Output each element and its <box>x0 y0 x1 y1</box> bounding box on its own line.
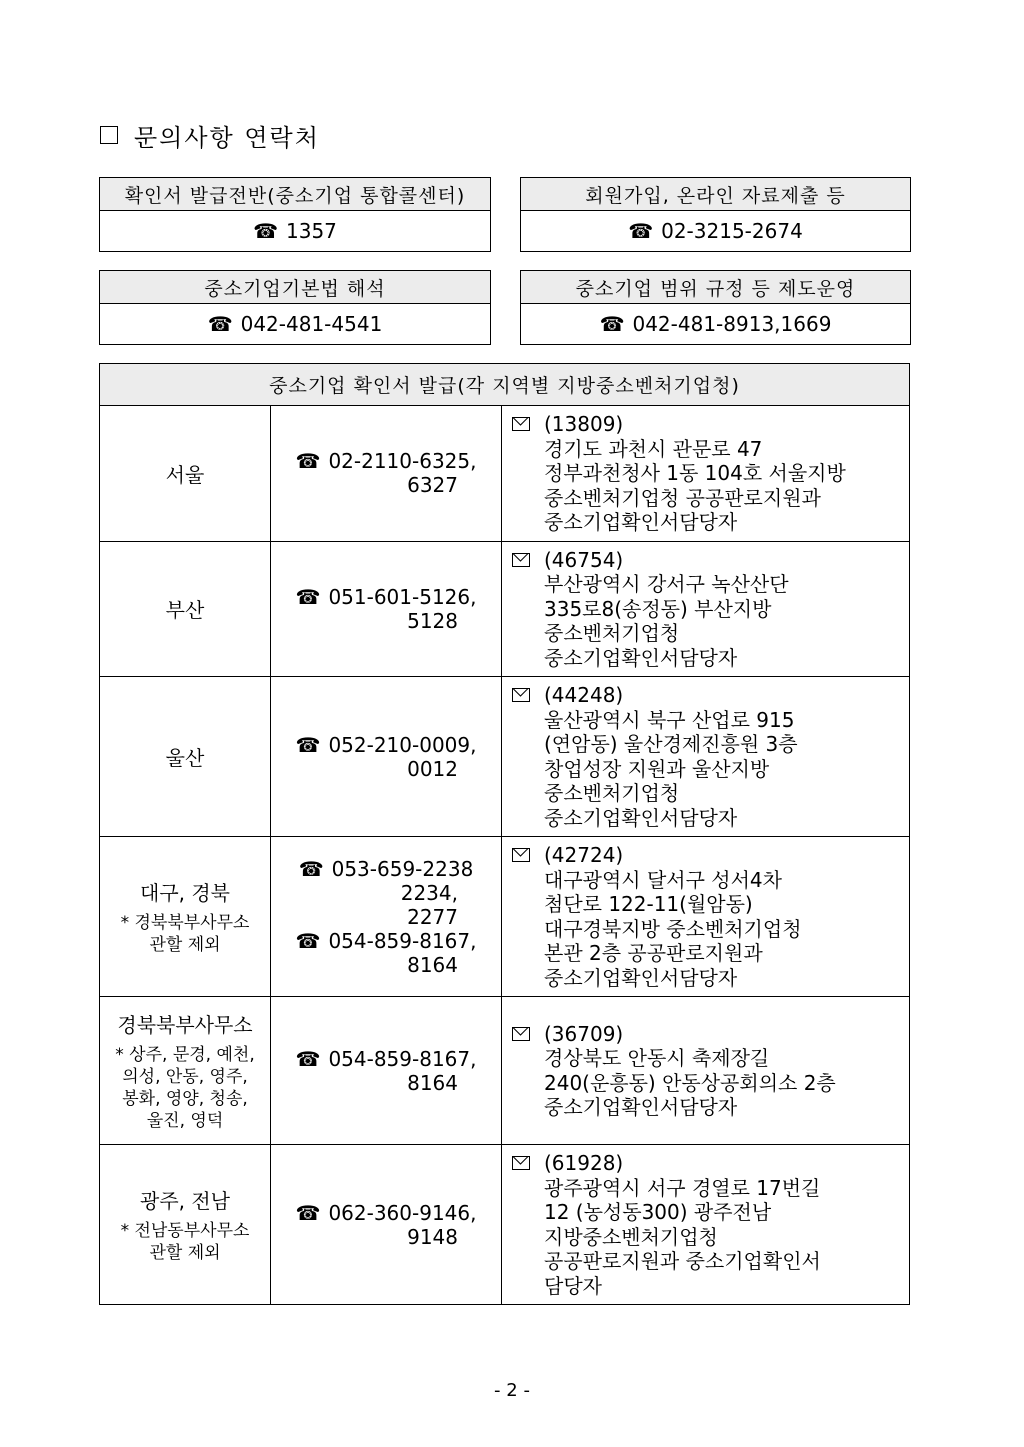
mail-icon <box>512 553 530 567</box>
phone-number: 02-3215-2674 <box>661 219 803 243</box>
address-cell <box>502 1145 910 1305</box>
address-line: 12 (농성동300) 광주전남 <box>544 1200 772 1224</box>
regional-office-table <box>99 363 910 1305</box>
phone-number: 6327 <box>407 473 458 498</box>
region-name: 서울 <box>165 462 205 487</box>
address-cell <box>502 997 910 1145</box>
phone-number: 02-2110-6325, <box>328 449 477 474</box>
address-line: 경상북도 안동시 축제장길 <box>544 1046 770 1070</box>
phone-number: 054-859-8167, <box>328 928 477 953</box>
address-line: 중소기업확인서담당자 <box>544 645 738 670</box>
region-name: 광주, 전남 <box>140 1189 230 1213</box>
address-line: 중소벤처기업청 <box>544 621 680 645</box>
address-line: 중소기업확인서담당자 <box>544 805 738 830</box>
region-cell <box>100 837 271 997</box>
postal-code: (42724) <box>544 843 624 867</box>
phone-number: 054-859-8167, <box>328 1046 477 1071</box>
mail-icon <box>512 417 530 431</box>
address-line: 광주광역시 서구 경열로 17번길 <box>544 1175 821 1200</box>
note-line: * 상주, 문경, 예천, <box>115 1045 255 1065</box>
phone-number: 042-481-8913,1669 <box>632 312 832 336</box>
phone-number: 062-360-9146, <box>328 1200 477 1225</box>
address-line: 중소벤처기업청 <box>544 781 680 805</box>
address-cell <box>502 837 910 997</box>
postal-code: (36709) <box>544 1021 624 1046</box>
region-cell <box>100 1145 271 1305</box>
note-line: 울진, 영덕 <box>146 1111 224 1131</box>
mail-icon <box>512 1027 530 1041</box>
phone-number: 8164 <box>407 1070 458 1095</box>
note-line: * 경북북부사무소 <box>120 913 250 933</box>
region-name: 대구, 경북 <box>140 881 230 905</box>
checkbox-icon <box>100 126 118 144</box>
postal-code: (13809) <box>544 412 624 436</box>
phone-icon: ☎ <box>295 584 321 609</box>
region-cell <box>100 541 271 677</box>
phone-number: 051-601-5126, <box>328 584 477 609</box>
contact-box-title: 확인서 발급전반(중소기업 통합콜센터) <box>100 178 490 211</box>
address-line: 공공판로지원과 중소기업확인서 <box>544 1249 821 1273</box>
address-line: (연암동) 울산경제진흥원 3층 <box>544 732 798 756</box>
note-line: 의성, 안동, 영주, <box>122 1067 248 1087</box>
contact-box-phone <box>100 211 490 251</box>
address-line: 240(운흥동) 안동상공회의소 2층 <box>544 1070 836 1095</box>
contact-box-title: 회원가입, 온라인 자료제출 등 <box>521 178 910 211</box>
phone-icon: ☎ <box>298 856 324 881</box>
phone-cell <box>271 541 502 677</box>
address-line: 대구경북지방 중소벤처기업청 <box>544 916 802 941</box>
region-note <box>100 1220 270 1264</box>
address-cell <box>502 677 910 837</box>
phone-icon: ☎ <box>295 449 321 474</box>
contact-box-title: 중소기업 범위 규정 등 제도운영 <box>521 271 910 304</box>
address-line: 첨단로 122-11(월암동) <box>544 892 753 916</box>
address-line: 중소기업확인서담당자 <box>544 1095 738 1119</box>
region-name: 부산 <box>165 598 205 623</box>
postal-code: (61928) <box>544 1151 624 1175</box>
phone-icon: ☎ <box>295 928 321 953</box>
mail-icon <box>512 1156 530 1170</box>
phone-icon: ☎ <box>207 312 233 336</box>
region-cell <box>100 677 271 837</box>
contact-box-phone <box>100 304 490 344</box>
note-line: 봉화, 영양, 청송, <box>122 1089 248 1109</box>
phone-number: 0012 <box>407 756 458 781</box>
contact-box-law <box>99 270 491 345</box>
note-line: 관할 제외 <box>149 1243 221 1263</box>
address-line: 중소기업확인서담당자 <box>544 965 738 990</box>
contact-box-policy <box>520 270 911 345</box>
mail-icon <box>512 688 530 702</box>
region-note <box>100 1044 270 1132</box>
phone-number: 1357 <box>286 219 337 243</box>
phone-cell <box>271 997 502 1145</box>
phone-cell <box>271 837 502 997</box>
region-note <box>100 912 270 956</box>
phone-cell <box>271 406 502 542</box>
address-line: 지방중소벤처기업청 <box>544 1224 718 1249</box>
phone-number: 8164 <box>407 952 458 977</box>
address-line: 정부과천청사 1동 104호 서울지방 <box>544 461 846 485</box>
address-cell <box>502 406 910 542</box>
phone-number: 2277 <box>407 904 458 929</box>
phone-icon: ☎ <box>628 219 654 243</box>
address-line: 중소기업확인서담당자 <box>544 510 738 534</box>
phone-number: 042-481-4541 <box>240 312 383 336</box>
phone-number: 9148 <box>407 1224 458 1249</box>
contact-box-callcenter <box>99 177 491 252</box>
address-line: 대구광역시 달서구 성서4차 <box>544 867 782 892</box>
section-heading <box>100 118 320 152</box>
address-line: 중소벤처기업청 공공판로지원과 <box>544 485 821 510</box>
phone-number: 5128 <box>407 608 458 633</box>
contact-box-phone <box>521 211 910 251</box>
address-cell <box>502 541 910 677</box>
region-cell <box>100 406 271 542</box>
contact-box-phone <box>521 304 910 344</box>
note-line: 관할 제외 <box>149 935 221 955</box>
table-row <box>100 677 910 837</box>
phone-icon: ☎ <box>295 1046 321 1071</box>
address-line: 담당자 <box>544 1273 602 1298</box>
address-line: 경기도 과천시 관문로 47 <box>544 436 763 461</box>
postal-code: (46754) <box>544 547 624 572</box>
table-row <box>100 1145 910 1305</box>
region-cell <box>100 997 271 1145</box>
table-row <box>100 406 910 542</box>
address-line: 본관 2층 공공판로지원과 <box>544 941 763 965</box>
postal-code: (44248) <box>544 683 624 707</box>
table-row <box>100 997 910 1145</box>
phone-number: 052-210-0009, <box>328 732 477 757</box>
table-row <box>100 837 910 997</box>
phone-cell <box>271 677 502 837</box>
phone-icon: ☎ <box>295 1200 321 1225</box>
address-line: 창업성장 지원과 울산지방 <box>544 756 770 781</box>
region-name: 울산 <box>165 746 205 770</box>
phone-icon: ☎ <box>253 219 278 243</box>
page-number: - 2 - <box>494 1380 530 1401</box>
mail-icon <box>512 848 530 862</box>
phone-icon: ☎ <box>599 312 625 336</box>
region-name: 경북북부사무소 <box>117 1013 253 1037</box>
table-title: 중소기업 확인서 발급(각 지역별 지방중소벤처기업청) <box>100 364 910 406</box>
contact-box-membership <box>520 177 911 252</box>
phone-number: 053-659-2238 <box>331 856 474 881</box>
address-line: 335로8(송정동) 부산지방 <box>544 596 772 621</box>
table-row <box>100 541 910 677</box>
note-line: * 전남동부사무소 <box>120 1221 250 1241</box>
phone-icon: ☎ <box>295 732 321 757</box>
address-line: 부산광역시 강서구 녹산산단 <box>544 572 789 596</box>
phone-cell <box>271 1145 502 1305</box>
contact-box-title: 중소기업기본법 해석 <box>100 271 490 304</box>
address-line: 울산광역시 북구 산업로 915 <box>544 707 795 732</box>
section-title: 문의사항 연락처 <box>134 123 320 152</box>
phone-number: 2234, <box>400 880 458 905</box>
